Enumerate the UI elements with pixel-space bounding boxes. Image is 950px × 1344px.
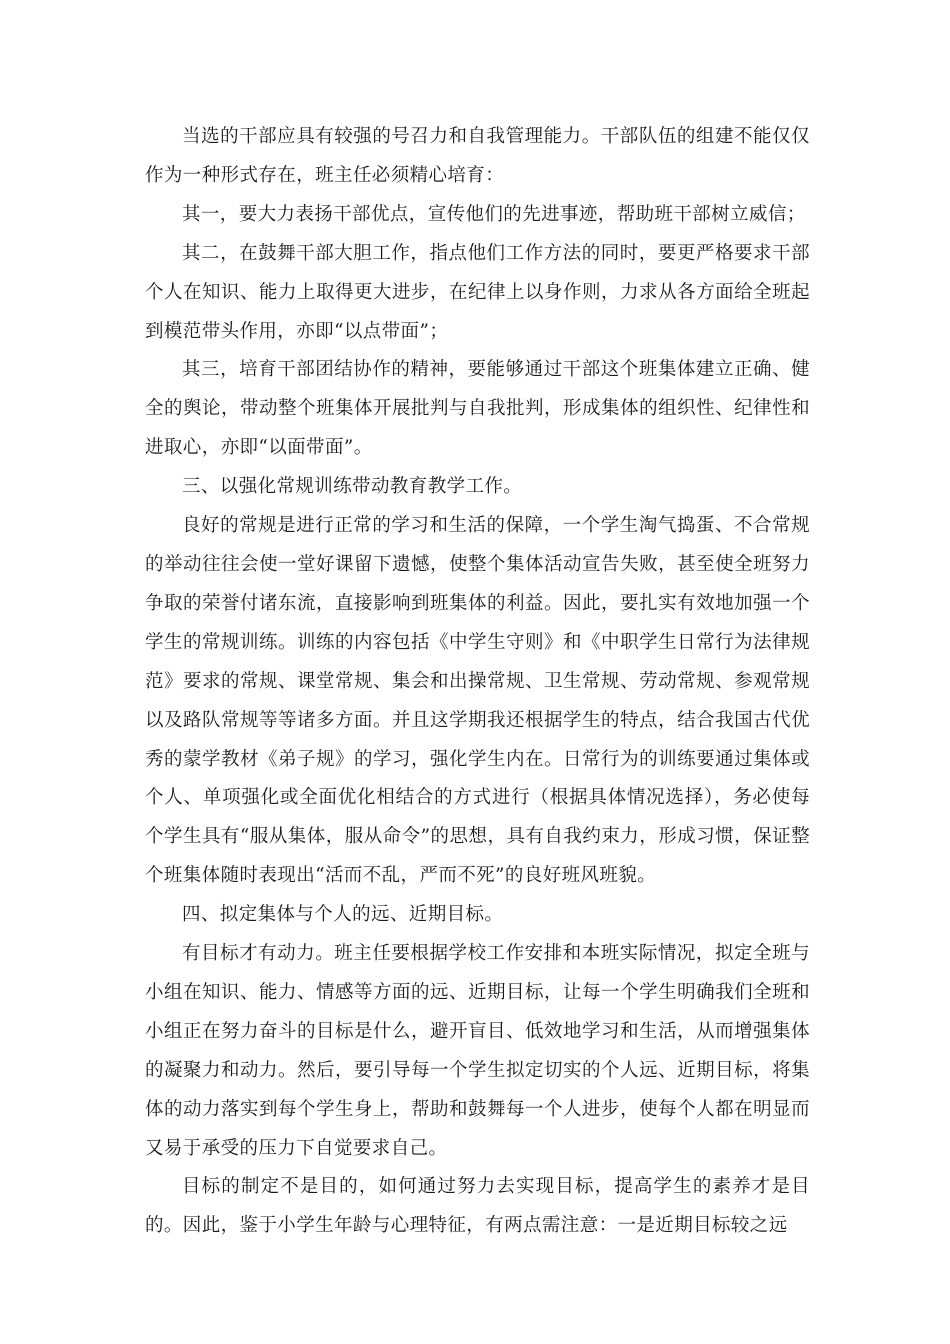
paragraph-routine-training: 良好的常规是进行正常的学习和生活的保障，一个学生淘气捣蛋、不合常规的举动往往会使一堂好课留下遗憾，使整个集体活动宣告失败，甚至使全班努力争取的荣誉付诸东流，直接影响到班集体的利益。因此，要扎实有效地加强一个学生的常规训练。训练的内容包括《中学生守则》和《中职学生日常行为法律规范》要求的常规、课堂常规、集会和出操常规、卫生常规、劳动常规、参观常规以及路队常规等等诸多方面。并且这学期我还根据学生的特点，结合我国古代优秀的蒙学教材《弟子规》的学习，强化学生内在。日常行为的训练要通过集体或个人、单项强化或全面优化相结合的方式进行（根据具体情况选择），务必使每个学生具有“服从集体，服从命令”的思想，具有自我约束力，形成习惯，保证整个班集体随时表现出“活而不乱，严而不死”的良好班风班貌。 — [145, 515, 810, 887]
paragraph-point-two: 其二，在鼓舞干部大胆工作，指点他们工作方法的同时，要更严格要求干部个人在知识、能力上取得更大进步，在纪律上以身作则，力求从各方面给全班起到模范带头作用，亦即“以点带面”； — [145, 242, 810, 342]
paragraph-goal-achievement: 目标的制定不是目的，如何通过努力去实现目标，提高学生的素养才是目的。因此，鉴于小学生年龄与心理特征，有两点需注意：一是近期目标较之远 — [145, 1176, 810, 1237]
section-heading-three: 三、以强化常规训练带动教育教学工作。 — [182, 476, 523, 498]
paragraph-cadre-requirements: 当选的干部应具有较强的号召力和自我管理能力。干部队伍的组建不能仅仅作为一种形式存在，班主任必须精心培育： — [145, 126, 810, 186]
paragraph-point-one: 其一，要大力表扬干部优点，宣传他们的先进事迹，帮助班干部树立威信； — [182, 203, 806, 225]
section-heading-four: 四、拟定集体与个人的远、近期目标。 — [182, 904, 504, 926]
paragraph-point-three: 其三，培育干部团结协作的精神，要能够通过干部这个班集体建立正确、健全的舆论，带动整个班集体开展批判与自我批判，形成集体的组织性、纪律性和进取心，亦即“以面带面”。 — [145, 359, 810, 459]
paragraph-goals: 有目标才有动力。班主任要根据学校工作安排和本班实际情况，拟定全班与小组在知识、能力、情感等方面的远、近期目标，让每一个学生明确我们全班和小组正在努力奋斗的目标是什么，避开盲目、低效地学习和生活，从而增强集体的凝聚力和动力。然后，要引导每一个学生拟定切实的个人远、近期目标，将集体的动力落实到每个学生身上，帮助和鼓舞每一个人进步，使每个人都在明显而又易于承受的压力下自觉要求自己。 — [145, 943, 810, 1159]
document-body — [145, 118, 810, 1246]
